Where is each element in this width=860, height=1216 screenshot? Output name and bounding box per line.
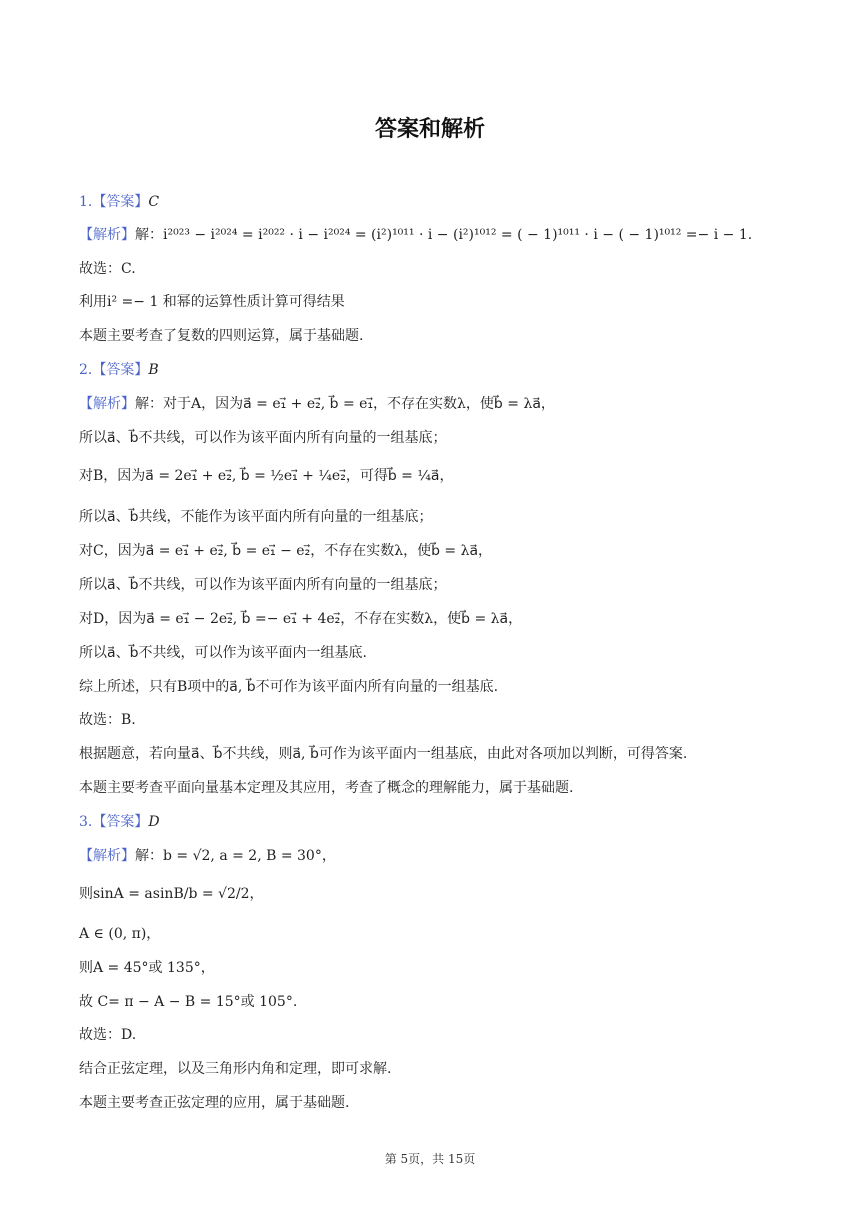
line-text: 故选：D.	[79, 1027, 137, 1043]
text-line	[79, 466, 453, 486]
text-line	[79, 812, 160, 832]
line-text: 对C，因为a⃗ = e₁⃗ + e₂⃗, b⃗ = e₁⃗ − e₂⃗，不存在实数λ，使b⃗ = λa⃗，	[79, 543, 493, 559]
text-line	[79, 1025, 136, 1045]
line-text: 解：b = √2, a = 2, B = 30°，	[135, 848, 336, 864]
page-title: 答案和解析	[374, 117, 485, 142]
text-line	[79, 609, 522, 629]
line-text: 解：i²⁰²³ − i²⁰²⁴ = i²⁰²² · i − i²⁰²⁴ = (i²)¹⁰¹¹ · i − (i²)¹⁰¹² = ( − 1)¹⁰¹¹ · i − ( − 1)¹⁰¹² =− i − 1.	[135, 227, 753, 243]
text-line	[79, 1093, 349, 1113]
section-label: 2.【答案】	[79, 362, 149, 378]
line-text: 所以a⃗、b⃗不共线，可以作为该平面内所有向量的一组基底；	[79, 430, 447, 446]
text-line	[79, 884, 264, 904]
text-line	[79, 677, 498, 697]
text-line	[79, 992, 297, 1012]
line-text: 所以a⃗、b⃗共线，不能作为该平面内所有向量的一组基底；	[79, 509, 433, 525]
line-text: 解：对于A，因为a⃗ = e₁⃗ + e₂⃗, b⃗ = e₁⃗，不存在实数λ，使b⃗ = λa⃗，	[135, 396, 555, 412]
text-line	[79, 778, 573, 798]
text-line	[79, 958, 215, 978]
line-text: 则sinA = asinB/b = √2/2，	[79, 886, 264, 902]
text-line	[79, 326, 363, 346]
line-text: 利用i² =− 1 和幂的运算性质计算可得结果	[79, 294, 345, 310]
text-line	[79, 1059, 391, 1079]
line-text: 对D，因为a⃗ = e₁⃗ − 2e₂⃗, b⃗ =− e₁⃗ + 4e₂⃗，不存在实数λ，使b⃗ = λa⃗，	[79, 611, 523, 627]
line-text: 所以a⃗、b⃗不共线，可以作为该平面内一组基底.	[79, 645, 367, 661]
text-line	[79, 259, 136, 279]
section-label: 1.【答案】	[79, 194, 149, 210]
page-footer: 第 5页，共 15页	[384, 1152, 476, 1166]
text-line	[79, 225, 752, 245]
text-line	[79, 744, 687, 764]
line-text: 则A = 45°或 135°，	[79, 960, 215, 976]
line-text: D	[148, 814, 160, 830]
line-text: 综上所述，只有B项中的a⃗, b⃗不可作为该平面内所有向量的一组基底.	[79, 679, 499, 695]
text-line	[79, 710, 136, 730]
line-text: C	[148, 194, 160, 210]
line-text: 结合正弦定理，以及三角形内角和定理，即可求解.	[79, 1061, 392, 1077]
line-text: 本题主要考查平面向量基本定理及其应用，考查了概念的理解能力，属于基础题.	[79, 780, 574, 796]
line-text: 故选：B.	[79, 712, 136, 728]
line-text: 故 C= π − A − B = 15°或 105°.	[79, 994, 298, 1010]
text-line	[79, 575, 446, 595]
text-line	[79, 643, 367, 663]
line-text: 所以a⃗、b⃗不共线，可以作为该平面内所有向量的一组基底；	[79, 577, 447, 593]
section-label: 【解析】	[79, 396, 135, 412]
line-text: 本题主要考查正弦定理的应用，属于基础题.	[79, 1095, 350, 1111]
line-text: 本题主要考查了复数的四则运算，属于基础题.	[79, 328, 364, 344]
section-label: 【解析】	[79, 848, 135, 864]
text-line	[79, 846, 336, 866]
text-line	[79, 507, 432, 527]
line-text: 对B，因为a⃗ = 2e₁⃗ + e₂⃗, b⃗ = ½e₁⃗ + ¼e₂⃗，可得b⃗ = ¼a⃗，	[79, 468, 454, 484]
text-line	[79, 394, 555, 414]
section-label: 【解析】	[79, 227, 135, 243]
text-line	[79, 428, 446, 448]
section-label: 3.【答案】	[79, 814, 149, 830]
text-line	[79, 360, 159, 380]
line-text: 根据题意，若向量a⃗、b⃗不共线，则a⃗, b⃗可作为该平面内一组基底，由此对各项加以判断，可得答案.	[79, 746, 688, 762]
text-line	[79, 192, 159, 212]
text-line	[79, 541, 492, 561]
line-text: A ∈ (0, π)，	[79, 926, 161, 942]
line-text: 故选：C.	[79, 261, 136, 277]
text-line	[79, 292, 345, 312]
line-text: B	[148, 362, 159, 378]
text-line	[79, 924, 160, 944]
